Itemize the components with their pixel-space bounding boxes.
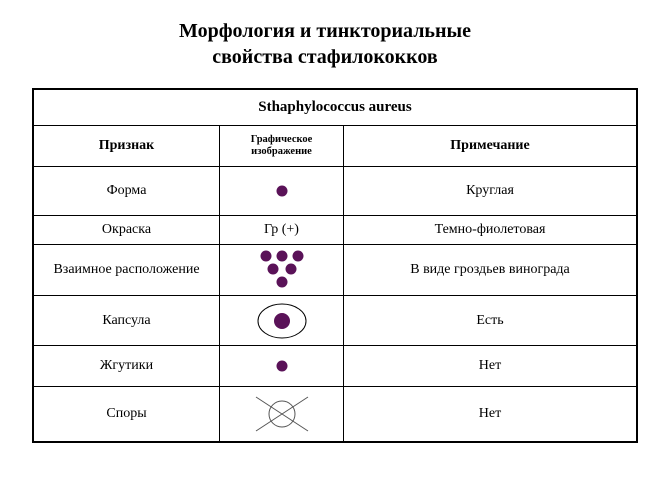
note-cell: Круглая xyxy=(466,183,514,198)
header-graphic: Графическое изображение xyxy=(220,126,344,166)
header-feature: Признак xyxy=(34,126,220,166)
feature-cell: Окраска xyxy=(34,216,220,244)
header-row xyxy=(34,126,636,167)
feature-cell: Жгутики xyxy=(34,346,220,386)
table-row xyxy=(34,346,636,387)
note-cell: Есть xyxy=(476,312,504,328)
note-cell: Нет xyxy=(478,406,502,421)
table-row xyxy=(34,216,636,245)
graphic-cell: Гр (+) xyxy=(220,216,344,244)
graphic-cell xyxy=(220,387,344,441)
single-coccus-icon xyxy=(272,181,292,201)
organism-row xyxy=(34,90,636,126)
note-cell: Темно-фиолетовая xyxy=(434,222,546,237)
title-line-1: Морфология и тинкториальные xyxy=(178,20,472,42)
encapsulated-coccus-icon xyxy=(256,301,308,341)
graphic-cell xyxy=(220,245,344,295)
feature-cell: Взаимное расположение xyxy=(34,245,220,295)
page-title xyxy=(0,18,650,70)
note-cell: В виде гроздьев винограда xyxy=(410,262,570,277)
graphic-cell xyxy=(220,346,344,386)
morphology-table xyxy=(32,88,638,443)
feature-cell: Споры xyxy=(34,387,220,441)
graphic-cell xyxy=(220,296,344,345)
table-row xyxy=(34,245,636,296)
note-cell: Нет xyxy=(478,358,502,373)
feature-cell: Форма xyxy=(34,167,220,215)
table-row xyxy=(34,296,636,346)
single-coccus-icon xyxy=(272,356,292,376)
crossed-spore-icon xyxy=(252,394,312,434)
feature-cell: Капсула xyxy=(34,296,220,345)
table-row xyxy=(34,387,636,441)
organism-name: Sthaphylococcus aureus xyxy=(258,99,412,115)
graphic-cell xyxy=(220,167,344,215)
table-row xyxy=(34,167,636,216)
title-line-2: свойства стафилококков xyxy=(212,46,438,68)
header-note: Примечание xyxy=(450,138,530,153)
grape-cluster-icon xyxy=(257,249,307,291)
